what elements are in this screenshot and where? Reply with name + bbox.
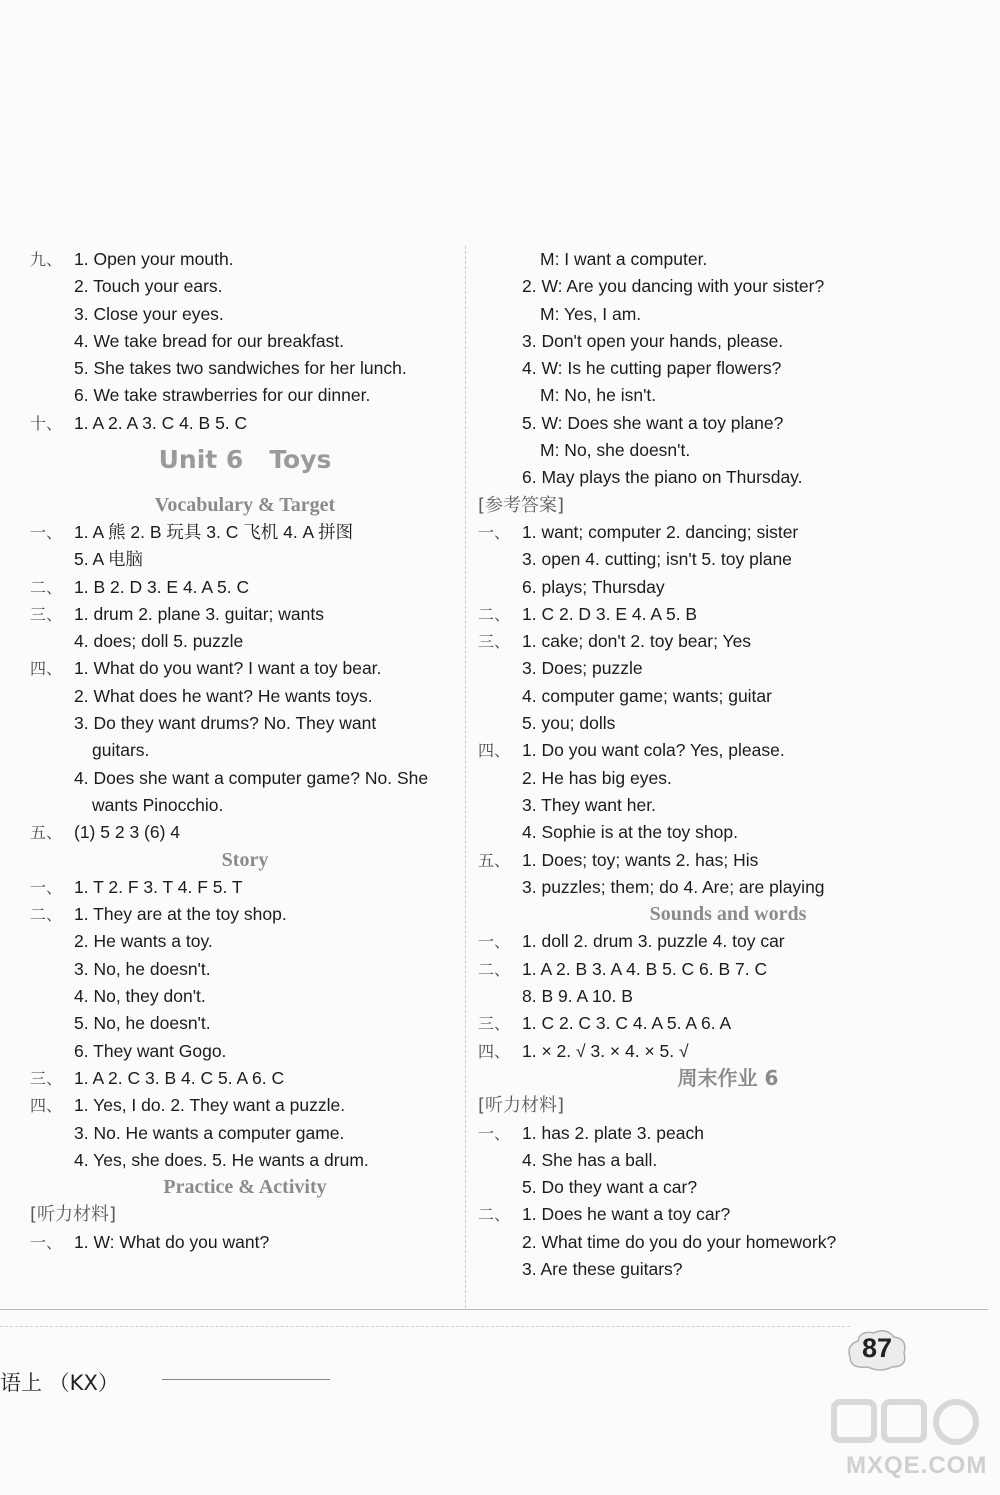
- answer-text: 2. W: Are you dancing with your sister?: [522, 276, 825, 297]
- answer-text: 1. What do you want? I want a toy bear.: [74, 658, 382, 679]
- answer-text: 3. No, he doesn't.: [74, 958, 211, 979]
- answer-line: [30, 546, 460, 573]
- unit-title: [30, 437, 460, 492]
- answer-line: [478, 519, 978, 546]
- answer-line: [30, 765, 460, 792]
- answer-text: 5. Do they want a car?: [522, 1177, 698, 1198]
- answer-line: [478, 410, 978, 437]
- answer-text: 5. She takes two sandwiches for her lunch.: [74, 358, 407, 379]
- answer-line: [30, 1120, 460, 1147]
- question-number: 二、: [30, 577, 63, 597]
- answer-text: 2. Touch your ears.: [74, 276, 223, 297]
- answer-line: [478, 683, 978, 710]
- answer-text: M: No, she doesn't.: [540, 440, 691, 461]
- footer-dashed-rule: [0, 1326, 850, 1327]
- answer-line: [478, 1201, 978, 1228]
- question-number: 一、: [30, 877, 63, 897]
- answer-line: [478, 819, 978, 846]
- answer-line: [30, 246, 460, 273]
- question-number: 三、: [478, 632, 511, 652]
- answer-text: 1. drum 2. plane 3. guitar; wants: [74, 603, 324, 624]
- answer-line: [30, 901, 460, 928]
- answer-text: 1. Open your mouth.: [74, 249, 234, 269]
- answer-text: 5. you; dolls: [522, 713, 616, 734]
- answer-line: [30, 956, 460, 983]
- answer-text: 6. They want Gogo.: [74, 1040, 227, 1061]
- answer-line: [478, 928, 978, 955]
- answer-text: 1. cake; don't 2. toy bear; Yes: [522, 631, 752, 652]
- section-heading: 周末作业 6: [677, 1065, 779, 1090]
- answer-text: 1. Does he want a toy car?: [522, 1204, 731, 1225]
- answer-line: [478, 874, 978, 901]
- answer-line: [478, 710, 978, 737]
- book-title: 语上 （KX）: [0, 1371, 119, 1395]
- answer-line: [30, 655, 460, 682]
- answer-line: [30, 1065, 460, 1092]
- answer-text: 2. What does he want? He wants toys.: [74, 685, 373, 706]
- answer-text: 3. Don't open your hands, please.: [522, 330, 784, 351]
- answer-line: [30, 710, 460, 737]
- answer-text: 1. A 熊 2. B 玩具 3. C 飞机 4. A 拼图: [74, 521, 354, 542]
- answer-line: [30, 574, 460, 601]
- question-number: 一、: [30, 522, 63, 542]
- answer-text: 3. They want her.: [522, 794, 656, 815]
- answer-text: 3. Does; puzzle: [522, 658, 643, 679]
- question-number: 二、: [478, 1205, 511, 1225]
- footer-rule: [0, 1309, 988, 1310]
- answer-text: 4. Yes, she does. 5. He wants a drum.: [74, 1149, 369, 1170]
- answer-line: [30, 928, 460, 955]
- right-column: [478, 246, 978, 1283]
- answer-line: [30, 601, 460, 628]
- answer-text: 1. W: What do you want?: [74, 1231, 270, 1252]
- answer-text: 3. Are these guitars?: [522, 1258, 683, 1279]
- answer-line: [478, 382, 978, 409]
- question-number: 十、: [30, 413, 63, 433]
- answer-text: wants Pinocchio.: [92, 794, 224, 815]
- answer-line: [30, 874, 460, 901]
- answer-line: [30, 983, 460, 1010]
- answer-line: [30, 382, 460, 409]
- column-divider: [465, 246, 466, 1308]
- answer-line: [30, 1010, 460, 1037]
- answer-line: [30, 819, 460, 846]
- answer-line: [30, 683, 460, 710]
- answer-text: 1. They are at the toy shop.: [74, 904, 287, 925]
- answer-line: [478, 1229, 978, 1256]
- answer-line: [478, 546, 978, 573]
- answer-line: [30, 1229, 460, 1256]
- watermark-text: MXQE.COM: [846, 1452, 988, 1479]
- answer-line: [478, 1038, 978, 1065]
- answer-text: 4. She has a ball.: [522, 1149, 658, 1170]
- answer-text: 1. want; computer 2. dancing; sister: [522, 521, 799, 542]
- answer-line: [478, 765, 978, 792]
- answer-text: 1. C 2. D 3. E 4. A 5. B: [522, 603, 698, 624]
- answer-text: 6. plays; Thursday: [522, 576, 665, 597]
- question-number: 二、: [478, 604, 511, 624]
- answer-text: 4. We take bread for our breakfast.: [74, 330, 345, 351]
- answer-line: [30, 355, 460, 382]
- answer-text: 4. computer game; wants; guitar: [522, 685, 772, 706]
- answer-line: [30, 519, 460, 546]
- answer-text: 4. Sophie is at the toy shop.: [522, 822, 738, 843]
- answer-text: 5. W: Does she want a toy plane?: [522, 412, 784, 433]
- answer-line: [30, 410, 460, 437]
- answer-text: 2. He has big eyes.: [522, 767, 672, 788]
- answer-text: 1. doll 2. drum 3. puzzle 4. toy car: [522, 931, 785, 952]
- answer-text: guitars.: [92, 740, 150, 761]
- answer-line: [30, 1147, 460, 1174]
- answer-line: [478, 246, 978, 273]
- answer-text: M: Yes, I am.: [540, 303, 642, 324]
- answer-line: [30, 273, 460, 300]
- question-number: 五、: [478, 850, 511, 870]
- answer-text: 1. Yes, I do. 2. They want a puzzle.: [74, 1095, 346, 1116]
- answer-text: (1) 5 2 3 (6) 4: [74, 822, 181, 843]
- answer-text: 1. A 2. C 3. B 4. C 5. A 6. C: [74, 1067, 285, 1088]
- question-number: 三、: [30, 604, 63, 624]
- section-heading: Practice & Activity: [163, 1176, 327, 1199]
- answer-text: 4. does; doll 5. puzzle: [74, 631, 244, 652]
- question-number: 四、: [30, 659, 63, 679]
- answer-text: 3. Do they want drums? No. They want: [74, 713, 377, 734]
- answer-line: [478, 437, 978, 464]
- answer-text: 1. C 2. C 3. C 4. A 5. A 6. A: [522, 1013, 732, 1034]
- answer-text: 4. No, they don't.: [74, 986, 206, 1007]
- question-number: 一、: [478, 522, 511, 542]
- question-number: 三、: [30, 1068, 63, 1088]
- answer-line: [478, 847, 978, 874]
- answer-line: [30, 1038, 460, 1065]
- answer-text: 5. A 电脑: [74, 549, 144, 570]
- answer-line: [478, 273, 978, 300]
- answer-line: [478, 601, 978, 628]
- question-number: 五、: [30, 823, 63, 843]
- answer-line: [478, 983, 978, 1010]
- subsection-label: [参考答案]: [478, 494, 565, 516]
- answer-line: [478, 301, 978, 328]
- answer-line: [30, 792, 460, 819]
- answer-line: [478, 628, 978, 655]
- answer-text: 3. puzzles; them; do 4. Are; are playing: [522, 876, 825, 897]
- unit-name: Toys: [269, 445, 332, 475]
- question-number: 四、: [478, 1041, 511, 1061]
- answer-text: 3. open 4. cutting; isn't 5. toy plane: [522, 549, 792, 570]
- answer-text: 3. No. He wants a computer game.: [74, 1122, 345, 1143]
- page-number: 87: [861, 1333, 893, 1363]
- question-number: 二、: [30, 905, 63, 925]
- section-heading: Vocabulary & Target: [154, 493, 336, 516]
- answer-line: [30, 628, 460, 655]
- question-number: 一、: [478, 932, 511, 952]
- question-number: 三、: [478, 1014, 511, 1034]
- answer-text: 1. Does; toy; wants 2. has; His: [522, 849, 759, 870]
- subsection-label: [听力材料]: [478, 1095, 565, 1117]
- answer-text: 1. × 2. √ 3. × 4. × 5. √: [522, 1040, 689, 1061]
- answer-line: [478, 574, 978, 601]
- answer-text: 4. Does she want a computer game? No. She: [74, 767, 429, 788]
- answer-text: 1. Do you want cola? Yes, please.: [522, 740, 785, 761]
- question-number: 四、: [478, 741, 511, 761]
- answer-text: M: I want a computer.: [540, 249, 708, 269]
- answer-text: 1. A 2. B 3. A 4. B 5. C 6. B 7. C: [522, 958, 768, 979]
- answer-text: 8. B 9. A 10. B: [522, 986, 633, 1007]
- answer-text: 6. May plays the piano on Thursday.: [522, 467, 803, 488]
- answer-line: [478, 1147, 978, 1174]
- answer-line: [30, 301, 460, 328]
- answer-line: [478, 792, 978, 819]
- answer-text: 1. B 2. D 3. E 4. A 5. C: [74, 576, 250, 597]
- answer-line: [478, 956, 978, 983]
- answer-line: [478, 464, 978, 491]
- answer-line: [478, 1256, 978, 1283]
- question-number: 四、: [30, 1096, 63, 1116]
- answer-line: [30, 1092, 460, 1119]
- subsection-label: [听力材料]: [30, 1204, 117, 1226]
- section-heading: Sounds and words: [649, 903, 807, 926]
- section-heading: Story: [221, 848, 269, 871]
- answer-text: 1. T 2. F 3. T 4. F 5. T: [74, 876, 243, 897]
- answer-line: [30, 737, 460, 764]
- answer-line: [478, 655, 978, 682]
- answer-line: [478, 1174, 978, 1201]
- answer-text: 5. No, he doesn't.: [74, 1013, 211, 1034]
- answer-text: 2. He wants a toy.: [74, 931, 213, 952]
- question-number: 一、: [478, 1123, 511, 1143]
- answer-text: 2. What time do you do your homework?: [522, 1231, 837, 1252]
- answer-text: 6. We take strawberries for our dinner.: [74, 385, 371, 406]
- footer-underline: [162, 1379, 330, 1380]
- answer-text: 3. Close your eyes.: [74, 303, 224, 324]
- answer-line: [478, 737, 978, 764]
- left-column: [30, 246, 460, 1256]
- answer-line: [478, 1010, 978, 1037]
- unit-number: Unit 6: [158, 445, 244, 475]
- answer-text: M: No, he isn't.: [540, 385, 657, 406]
- answer-text: 4. W: Is he cutting paper flowers?: [522, 358, 782, 379]
- answer-line: [478, 355, 978, 382]
- answer-line: [30, 328, 460, 355]
- question-number: 二、: [478, 959, 511, 979]
- answer-text: 1. A 2. A 3. C 4. B 5. C: [74, 412, 248, 433]
- question-number: 九、: [30, 250, 63, 269]
- answer-line: [478, 328, 978, 355]
- question-number: 一、: [30, 1232, 63, 1252]
- answer-text: 1. has 2. plate 3. peach: [522, 1122, 704, 1143]
- answer-line: [478, 1120, 978, 1147]
